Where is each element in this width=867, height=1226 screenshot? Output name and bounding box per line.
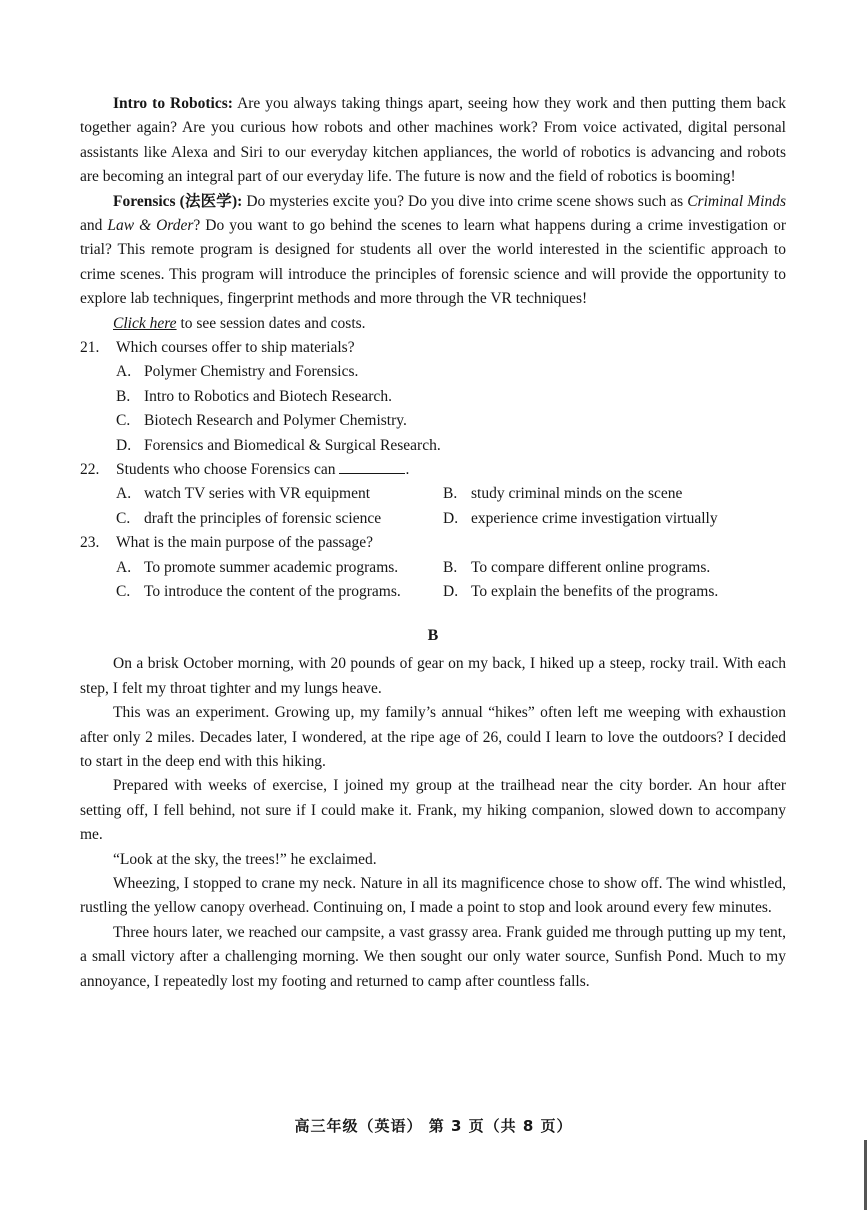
session-link-line [80, 312, 786, 336]
option-21-d[interactable] [116, 434, 441, 458]
option-row [80, 434, 786, 458]
question-23 [80, 531, 786, 555]
robotics-paragraph [80, 92, 786, 190]
question-number: 22. [80, 461, 100, 479]
show-title-2: Law & Order [107, 217, 194, 235]
option-row [80, 556, 786, 580]
passage-b-paragraph-4: “Look at the sky, the trees!” he exclaimed. [113, 850, 377, 868]
robotics-title: Intro to Robotics: [113, 95, 233, 112]
question-22 [80, 458, 786, 482]
option-letter: C. [116, 583, 131, 601]
click-here-link[interactable]: Click here [113, 314, 177, 332]
robotics-text: Are you always taking things apart, seeing how they work and then putting them back together again? Are you curious how robots and other machines work? From voice activated, digital personal assistants like Alexa and Siri to our everyday kitchen appliances, the world of robotics is advancing and robots are becoming an integral part of our everyday life. The future is now and the field of robotics is booming! [80, 95, 786, 186]
option-letter: D. [116, 436, 132, 454]
option-text: To introduce the content of the programs. [144, 583, 401, 601]
page-footer: 高三年级（英语） 第 3 页（共 8 页） [294, 1117, 573, 1135]
question-text: What is the main purpose of the passage? [116, 534, 373, 552]
option-21-b[interactable] [116, 385, 392, 409]
option-22-b[interactable] [443, 482, 682, 506]
option-text: Forensics and Biomedical & Surgical Research. [144, 436, 441, 454]
option-letter: C. [116, 509, 131, 527]
question-text: Which courses offer to ship materials? [116, 339, 355, 357]
option-text: draft the principles of forensic science [144, 509, 382, 527]
option-22-c[interactable] [116, 507, 381, 531]
option-21-c[interactable] [116, 409, 407, 433]
and-word: and [80, 217, 103, 235]
option-letter: B. [443, 485, 458, 503]
option-row [80, 360, 786, 384]
passage-b-paragraph-1: On a brisk October morning, with 20 pounds of gear on my back, I hiked up a steep, rocky trail. With each step, I felt my throat tighter and my lungs heave. [80, 655, 786, 697]
forensics-title: Forensics (法医学): [113, 192, 243, 210]
exam-page [80, 92, 786, 994]
question-number: 23. [80, 534, 100, 552]
option-text: experience crime investigation virtually [471, 509, 718, 527]
option-letter: D. [443, 583, 459, 601]
option-letter: A. [116, 485, 132, 503]
option-23-b[interactable] [443, 556, 710, 580]
forensics-paragraph [80, 190, 786, 312]
option-letter: B. [116, 387, 131, 405]
option-text: To promote summer academic programs. [144, 558, 399, 576]
answer-blank [339, 459, 405, 474]
question-text [80, 458, 786, 482]
option-row [80, 482, 786, 506]
option-text: watch TV series with VR equipment [144, 485, 371, 503]
option-letter: C. [116, 412, 131, 430]
show-title-1: Criminal Minds [687, 192, 786, 210]
link-suffix: to see session dates and costs. [180, 314, 366, 332]
option-row [80, 385, 786, 409]
option-row [80, 409, 786, 433]
forensics-text-2: ? Do you want to go behind the scenes to learn what happens during a crime investigation or trial? This remote program is designed for students all over the world interested in the scientific approach to crime scenes. This program will introduce the principles of forensic science and will provide the opportunity to explore lab techniques, fingerprint methods and more through the VR techniques! [80, 217, 787, 308]
forensics-text-1: Do mysteries excite you? Do you dive into crime scene shows such as [246, 192, 684, 210]
option-letter: A. [116, 558, 132, 576]
option-23-c[interactable] [116, 580, 401, 604]
option-22-d[interactable] [443, 507, 718, 531]
question-end: . [405, 461, 410, 479]
option-21-a[interactable] [116, 360, 358, 384]
question-21 [80, 336, 786, 360]
passage-b-paragraph-3: Prepared with weeks of exercise, I joined my group at the trailhead near the city border. An hour after setting off, I fell behind, not sure if I could make it. Frank, my hiking companion, slowed down to accompany me. [80, 777, 786, 844]
option-text: Polymer Chemistry and Forensics. [144, 363, 359, 381]
option-23-a[interactable] [116, 556, 398, 580]
option-text: study criminal minds on the scene [471, 485, 683, 503]
section-heading-b: B [427, 627, 439, 645]
option-22-a[interactable] [116, 482, 370, 506]
option-23-d[interactable] [443, 580, 718, 604]
passage-b-paragraph-6: Three hours later, we reached our campsite, a vast grassy area. Frank guided me through putting up my tent, a small victory after a challenging morning. We then sought our only water source, Sunfish Pond. Much to my annoyance, I repeatedly lost my footing and returned to camp after countless falls. [80, 923, 786, 990]
option-letter: D. [443, 509, 459, 527]
passage-b-paragraph-2: This was an experiment. Growing up, my family’s annual “hikes” often left me weeping with exhaustion after only 2 miles. Decades later, I wondered, at the ripe age of 26, could I learn to love the outdoors? I decided to start in the deep end with this hiking. [80, 704, 786, 771]
passage-b-paragraph-5: Wheezing, I stopped to crane my neck. Nature in all its magnificence chose to show off. The wind whistled, rustling the yellow canopy overhead. Continuing on, I made a point to stop and look around every few minutes. [80, 875, 786, 917]
question-stem: Students who choose Forensics can [116, 461, 336, 479]
option-row [80, 580, 786, 604]
option-text: To explain the benefits of the programs. [471, 583, 719, 601]
option-row [80, 507, 786, 531]
option-text: Intro to Robotics and Biotech Research. [144, 387, 392, 405]
option-text: To compare different online programs. [471, 558, 711, 576]
option-text: Biotech Research and Polymer Chemistry. [144, 412, 407, 430]
question-number: 21. [80, 339, 100, 357]
option-letter: A. [116, 363, 132, 381]
option-letter: B. [443, 558, 458, 576]
